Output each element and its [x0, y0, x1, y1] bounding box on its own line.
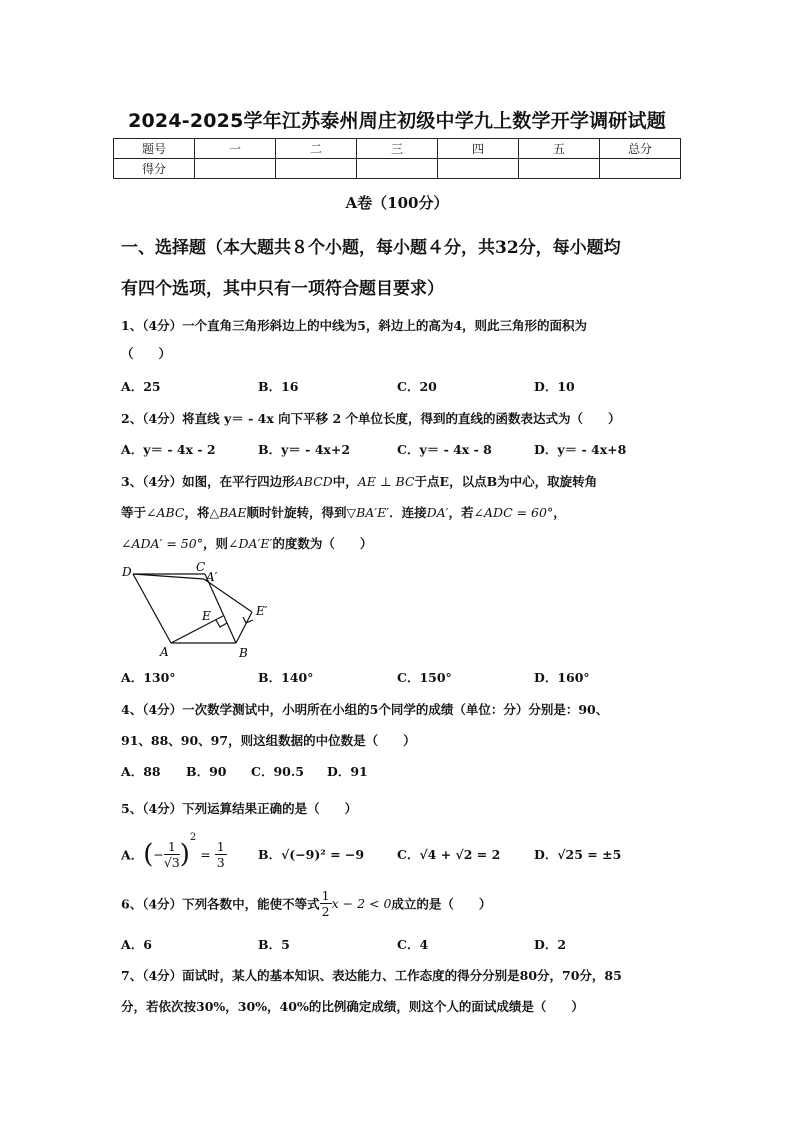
fraction	[164, 839, 180, 870]
question-7-line1: 7、（4分）面试时，某人的基本知识、表达能力、工作态度的得分分别是80分，70分，85	[121, 968, 622, 983]
label-a-prime: A′	[206, 570, 218, 584]
option-a[interactable]: A．88	[121, 764, 161, 779]
segment-ae	[171, 616, 223, 643]
option-b[interactable]: B．y＝ - 4x+2	[258, 442, 351, 457]
angle-expr: ∠ABC	[146, 505, 185, 520]
header-cell: 一	[195, 139, 276, 159]
option-a[interactable]: A．6	[121, 937, 152, 952]
option-d[interactable]: D．160°	[534, 670, 590, 685]
text: 6、（4分）下列各数中，能使不等式	[121, 896, 320, 912]
text: ，则	[202, 536, 228, 551]
label-d: D	[122, 565, 132, 579]
volume-heading: A卷（100分）	[345, 194, 449, 212]
question-6-text	[121, 888, 691, 919]
question-7-line2: 分，若依次按30%，30%，40%的比例确定成绩，则这个人的面试成绩是（ ）	[121, 999, 584, 1014]
label-c: C	[196, 560, 206, 574]
text: 中，	[332, 474, 358, 489]
paren-close: )	[179, 839, 190, 870]
text: ，将	[184, 505, 210, 520]
angle-expr: ∠ADC = 60°	[473, 505, 554, 520]
score-cell[interactable]	[600, 159, 681, 179]
segment-da-prime	[133, 574, 204, 579]
score-table-score-row	[114, 159, 681, 179]
question-4-line2: 91、88、90、97，则这组数据的中位数是（ ）	[121, 733, 416, 748]
right-angle-mark-e	[216, 620, 227, 627]
parallelogram-figure	[116, 560, 286, 660]
option-c[interactable]: C．y＝ - 4x - 8	[397, 442, 492, 457]
triangle-expr: ▽BA′E′	[346, 505, 390, 520]
option-b[interactable]: B．5	[258, 937, 290, 952]
option-label: A．	[121, 847, 144, 863]
question-3-line2	[121, 503, 691, 521]
option-d[interactable]: D．√25 = ±5	[534, 847, 622, 862]
question-1-text-cont: （ ）	[121, 346, 172, 361]
label-b: B	[239, 646, 248, 660]
segment-e-prime-b	[236, 612, 252, 643]
option-d[interactable]: D．2	[534, 937, 567, 952]
option-b[interactable]: B．90	[186, 764, 227, 779]
angle-expr: ∠ADA′ = 50°	[121, 536, 203, 551]
score-cell[interactable]	[276, 159, 357, 179]
question-1-text: 1、（4分）一个直角三角形斜边上的中线为5，斜边上的高为4，则此三角形的面积为	[121, 318, 588, 333]
label-e-prime: E′	[256, 604, 268, 618]
text: ，	[553, 505, 566, 520]
label-e: E	[202, 609, 211, 623]
option-b[interactable]: B．16	[258, 379, 299, 394]
question-2-text: 2、（4分）将直线 y＝ - 4x 向下平移 2 个单位长度，得到的直线的函数表达式为（ ）	[121, 411, 621, 426]
option-a[interactable]	[121, 832, 227, 870]
minus-sign: −	[153, 847, 164, 862]
text: ，若	[448, 505, 474, 520]
option-c[interactable]: C．4	[397, 937, 429, 952]
fraction-numerator: 1	[216, 839, 225, 854]
fraction-numerator: 1	[164, 839, 180, 855]
option-a[interactable]: A．130°	[121, 670, 176, 685]
option-a[interactable]: A．y＝ - 4x - 2	[121, 442, 216, 457]
perpendicular-expr: AE ⊥ BC	[357, 474, 415, 489]
exponent: 2	[189, 832, 197, 843]
option-b[interactable]: B．140°	[258, 670, 314, 685]
paren-open: (	[143, 839, 154, 870]
score-cell[interactable]	[195, 159, 276, 179]
exam-title: 2024-2025学年江苏泰州周庄初级中学九上数学开学调研试题	[128, 110, 666, 132]
option-b[interactable]: B．√(−9)² = −9	[258, 847, 365, 862]
triangle-expr: △BAE	[209, 505, 247, 520]
question-4-line1: 4、（4分）一次数学测试中，小明所在小组的5个同学的成绩（单位：分）分别是：90、	[121, 702, 609, 717]
option-d[interactable]: D．10	[534, 379, 575, 394]
score-cell[interactable]	[519, 159, 600, 179]
fraction-numerator: 1	[321, 888, 330, 903]
text: 于点E，以点B为中心，取旋转角	[414, 474, 598, 489]
equals-sign: =	[196, 847, 215, 862]
fraction-denominator: 3	[216, 855, 225, 870]
header-cell: 四	[438, 139, 519, 159]
text: 等于	[121, 505, 147, 520]
section-heading-line2: 有四个选项，其中只有一项符合题目要求）	[121, 279, 444, 299]
fraction-denominator: 2	[321, 904, 330, 919]
header-cell: 总分	[600, 139, 681, 159]
segment-expr: DA′	[426, 505, 449, 520]
option-c[interactable]: C．150°	[397, 670, 452, 685]
score-row-label: 得分	[114, 159, 195, 179]
text: 顺时针旋转，得到	[246, 505, 347, 520]
option-c[interactable]: C．20	[397, 379, 437, 394]
inequality-expr: x − 2 < 0	[331, 896, 392, 911]
score-cell[interactable]	[438, 159, 519, 179]
text: 成立的是（ ）	[391, 896, 492, 912]
section-heading-line1: 一、选择题（本大题共８个小题，每小题４分，共32分，每小题均	[121, 238, 621, 258]
header-cell: 题号	[114, 139, 195, 159]
option-c[interactable]: C．√4 + √2 = 2	[397, 847, 501, 862]
header-cell: 二	[276, 139, 357, 159]
question-3-line3	[121, 534, 691, 552]
score-cell[interactable]	[357, 159, 438, 179]
parallelogram-name: ABCD	[294, 474, 333, 489]
header-cell: 五	[519, 139, 600, 159]
segment-da	[133, 574, 171, 643]
fraction	[215, 839, 227, 870]
label-a: A	[160, 645, 169, 659]
option-d[interactable]: D．91	[327, 764, 368, 779]
header-cell: 三	[357, 139, 438, 159]
question-3-line1	[121, 472, 691, 490]
fraction-denominator: √3	[163, 855, 180, 870]
fraction	[320, 888, 332, 919]
angle-expr: ∠DA′E′	[227, 536, 273, 551]
text: 3、（4分）如图，在平行四边形	[121, 474, 295, 489]
text: ．连接	[389, 505, 427, 520]
option-a[interactable]: A．25	[121, 379, 161, 394]
score-table-header-row	[114, 139, 681, 159]
option-d[interactable]: D．y＝ - 4x+8	[534, 442, 627, 457]
text: 的度数为（ ）	[272, 536, 373, 551]
score-table	[113, 138, 681, 179]
option-c[interactable]: C．90.5	[251, 764, 304, 779]
question-5-text: 5、（4分）下列运算结果正确的是（ ）	[121, 801, 358, 816]
